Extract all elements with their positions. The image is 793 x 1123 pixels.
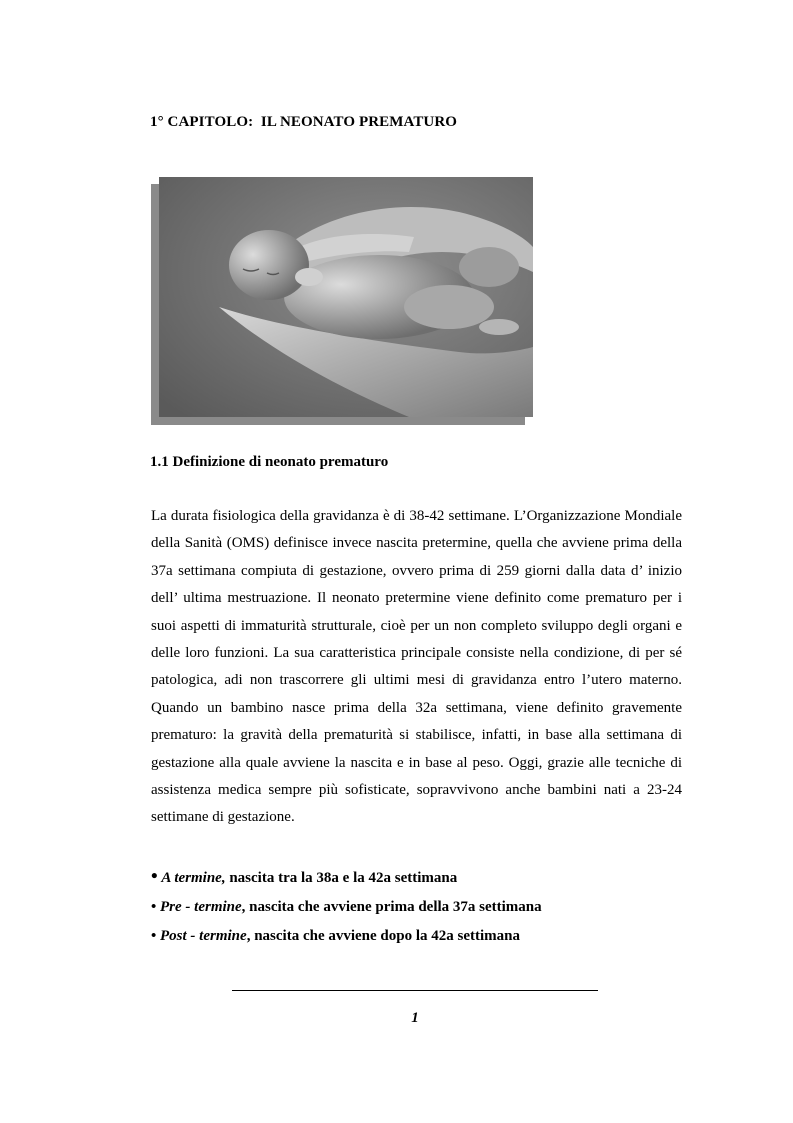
body-paragraph: La durata fisiologica della gravidanza è di 38-42 settimane. L’Organizzazione Mondiale della Sanità (OMS) definisce invece nascita pretermine, quella che avviene prima della 37a settimana compiuta di gestazione, ovvero prima di 259 giorni dalla data d’ inizio dell’ ultima mestruazione. Il neonato pretermine viene definito come prematuro per i suoi aspetti di immaturità strutturale, cioè per un non completo sviluppo degli organi e delle loro funzioni. La sua caratteristica principale consiste nella condizione, di per sé patologica, adi non trascorrere gli ultimi mesi di gravidanza entro l’utero materno. Quando un bambino nasce prima della 32a settimana, viene definito gravemente prematuro: la gravità della prematurità si stabilisce, infatti, in base alla settimana di gestazione alla quale avviene la nascita e in base al peso. Oggi, grazie alle tecniche di assistenza medica sempre più sofisticate, sopravvivono anche bambini nati a 23-24 settimane di gestazione. — [151, 508, 682, 826]
list-item — [151, 866, 691, 896]
list-item — [151, 896, 691, 926]
footer-rule — [232, 990, 598, 991]
bullet-icon: • — [151, 866, 158, 887]
definition-list — [151, 866, 691, 955]
bullet-icon: • — [151, 898, 157, 915]
list-desc: , nascita che avviene dopo la 42a settimana — [246, 928, 521, 944]
photo-figure — [151, 177, 533, 425]
newborn-in-hands-photo — [159, 177, 533, 417]
section-title: 1.1 Definizione di neonato prematuro — [150, 454, 389, 470]
list-desc: , nascita che avviene prima della 37a settimana — [241, 898, 542, 915]
list-desc: nascita tra la 38a e la 42a settimana — [225, 870, 458, 886]
list-item — [151, 925, 691, 955]
page-number: 1 — [411, 1010, 419, 1026]
list-term: A termine, — [161, 870, 226, 886]
bullet-icon: • — [151, 928, 157, 944]
chapter-title: 1° CAPITOLO: IL NEONATO PREMATURO — [150, 114, 458, 130]
list-term: Pre - termine — [160, 898, 242, 915]
list-term: Post - termine — [160, 928, 247, 944]
